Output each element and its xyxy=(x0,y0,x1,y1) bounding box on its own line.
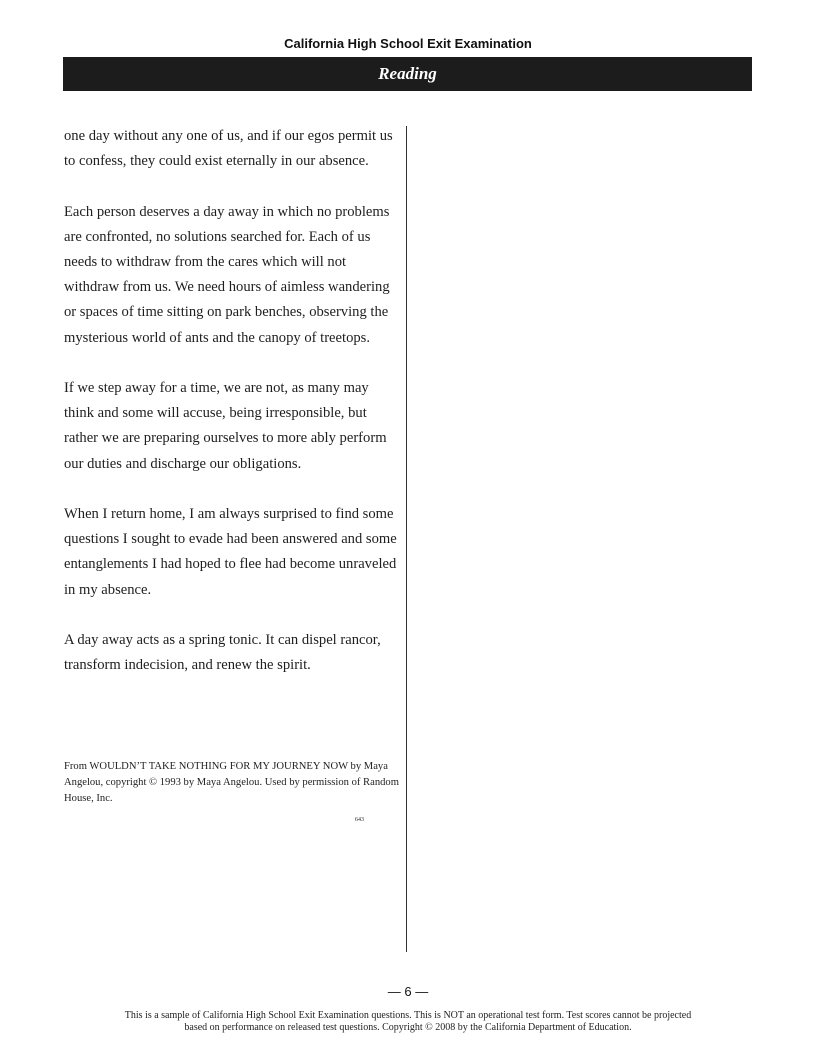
passage-paragraph: If we step away for a time, we are not, as many may think and some will accuse, being irresponsible, but rather we are preparing ourselves to more ably perform our duties and discharge our obligations. xyxy=(64,380,387,472)
section-title: Reading xyxy=(378,64,437,83)
passage-paragraph: one day without any one of us, and if our egos permit us to confess, they could exist eternally in our absence. xyxy=(64,128,393,170)
footer-line: This is a sample of California High School Exit Examination questions. This is NOT an operational test form. Test scores cannot be projected xyxy=(124,1010,692,1021)
passage-paragraph: A day away acts as a spring tonic. It can dispel rancor, transform indecision, and renew the spirit. xyxy=(64,632,381,674)
source-credit: From WOULDN’T TAKE NOTHING FOR MY JOURNEY NOW by Maya Angelou, copyright © 1993 by Maya Angelou. Used by permission of Random House, Inc. xyxy=(64,761,399,804)
passage-paragraph: When I return home, I am always surprised to find some questions I sought to evade had been answered and some entanglements I had hoped to flee had become unraveled in my absence. xyxy=(64,506,397,598)
passage-code: 643 xyxy=(355,817,364,823)
reading-passage xyxy=(64,124,399,704)
section-banner xyxy=(63,57,752,91)
page-number: — 6 — xyxy=(387,984,429,999)
exam-title: California High School Exit Examination xyxy=(284,36,532,51)
passage-paragraph: Each person deserves a day away in which no problems are confronted, no solutions searched for. Each of us needs to withdraw from the cares which will not withdraw from us. We need hours of aimless wandering or spaces of time sitting on park benches, observing the mysterious world of ants and the canopy of treetops. xyxy=(64,203,390,346)
column-divider xyxy=(406,126,407,952)
footer-line: based on performance on released test questions. Copyright © 2008 by the California Department of Education. xyxy=(184,1022,632,1033)
copyright-footer xyxy=(80,1010,736,1034)
